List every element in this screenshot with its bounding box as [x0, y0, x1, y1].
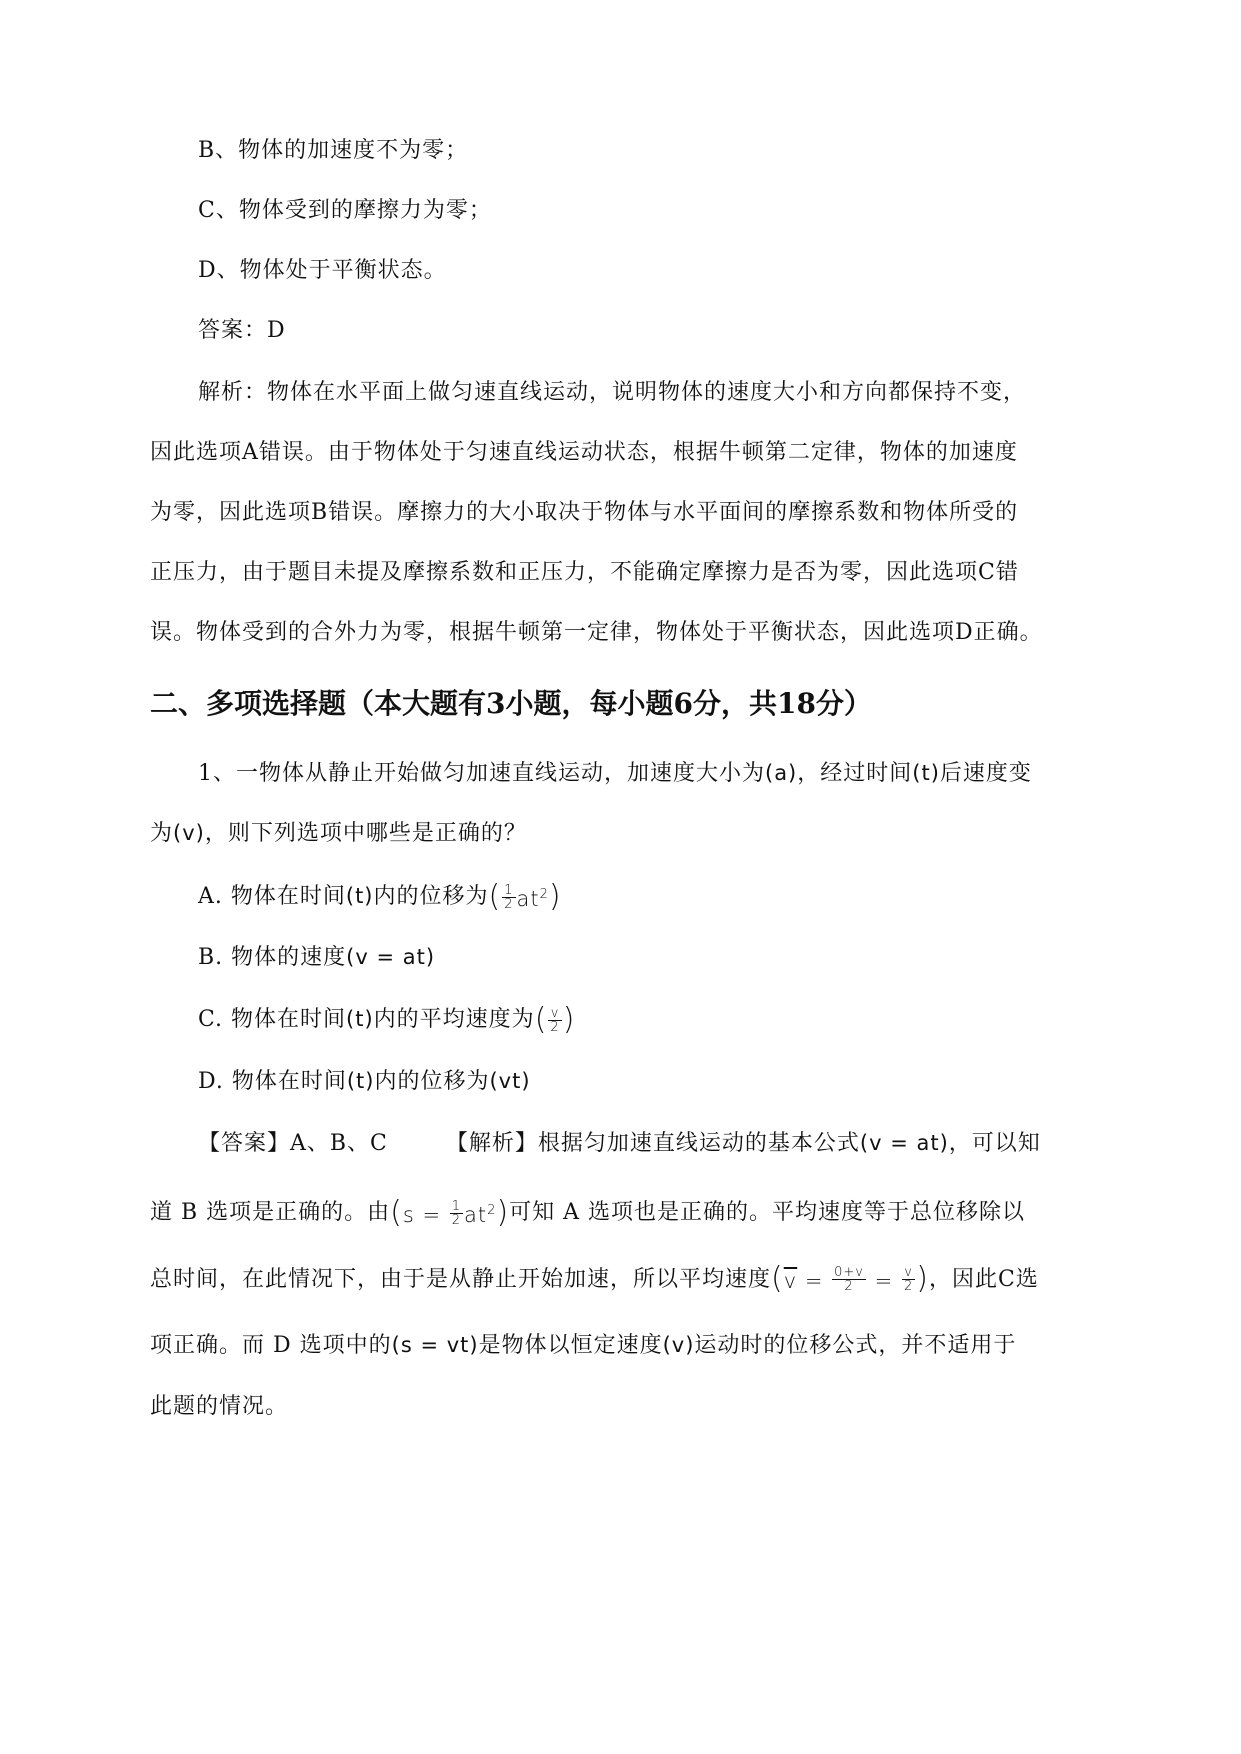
section-title: 二、多项选择题（本大题有3小题，每小题6分，共18分） — [150, 687, 872, 720]
analysis-text: ，因此C选 — [928, 1267, 1039, 1292]
question-1-analysis-line-2 — [150, 1196, 1025, 1230]
formula-s-half-at-squared: (s = $\frac{1}{2}$ $at^2$) — [390, 1195, 510, 1230]
var-t: (t) — [346, 1007, 374, 1031]
option-text: A. 物体在时间 — [198, 884, 346, 909]
formula-v-at: (v = at) — [859, 1131, 949, 1155]
analysis-text: 可知 A 选项也是正确的。平均速度等于总位移除以 — [509, 1200, 1026, 1225]
option-d: D、物体处于平衡状态。 — [198, 258, 447, 283]
analysis-text: 运动时的位移公式，并不适用于 — [694, 1333, 1017, 1358]
analysis-text: ，可以知 — [948, 1131, 1041, 1156]
option-text: C. 物体在时间 — [198, 1007, 347, 1032]
formula-half-at-squared: ( $\frac{1}{2}$ $at^2$) — [488, 879, 562, 914]
stem-text: ，经过时间 — [797, 761, 913, 786]
formula-v-over-2: ( $\frac{v}{2}$ ) — [534, 1002, 576, 1037]
option-text: B. 物体的速度 — [198, 945, 347, 970]
question-1-analysis-line-4 — [150, 1330, 1016, 1361]
analysis-line-1: 解析：物体在水平面上做匀速直线运动，说明物体的速度大小和方向都保持不变， — [198, 380, 1027, 405]
analysis-text: 项正确。而 D 选项中的 — [150, 1333, 392, 1358]
question-1-stem-line-2 — [150, 818, 527, 849]
analysis-text: 是物体以恒定速度 — [478, 1333, 663, 1358]
formula-s-vt: (s = vt) — [391, 1333, 479, 1357]
analysis-line-5: 误。物体受到的合外力为零，根据牛顿第一定律，物体处于平衡状态，因此选项D正确。 — [150, 620, 1043, 645]
analysis-line-4: 正压力，由于题目未提及摩擦系数和正压力，不能确定摩擦力是否为零，因此选项C错 — [150, 560, 1019, 585]
question-1-option-a — [198, 880, 562, 914]
option-text: 内的位移为 — [374, 1069, 490, 1094]
analysis-label: 【解析】 — [445, 1131, 538, 1156]
question-1-option-d — [198, 1066, 531, 1097]
var-t: (t) — [912, 761, 940, 785]
var-v: (v) — [173, 821, 205, 845]
option-c: C、物体受到的摩擦力为零； — [198, 198, 492, 223]
option-text: 内的平均速度为 — [373, 1007, 535, 1032]
option-text: 内的位移为 — [373, 884, 489, 909]
var-a: (a) — [765, 761, 798, 785]
formula-v-at: (v = at) — [346, 945, 436, 969]
question-1-analysis-line-1 — [198, 1128, 1041, 1159]
answer: 答案：D — [198, 318, 286, 343]
var-v: (v) — [662, 1333, 695, 1357]
stem-text: 为 — [150, 821, 174, 846]
stem-text: 后速度变 — [939, 761, 1032, 786]
stem-text: ，则下列选项中哪些是正确的？ — [204, 821, 527, 846]
analysis-text: 根据匀加速直线运动的基本公式 — [537, 1131, 860, 1156]
question-1-option-c — [198, 1004, 575, 1035]
formula-average-velocity: ($\overline{v}$ = $\frac{0+v}{2}$ = $\frac{v}{2}$ ) — [771, 1261, 929, 1296]
answer-label: 【答案】A、B、C — [198, 1131, 388, 1156]
question-1-stem-line-1 — [198, 758, 1032, 789]
question-1-analysis-line-5: 此题的情况。 — [150, 1394, 289, 1419]
formula-vt: (vt) — [489, 1069, 531, 1093]
var-t: (t) — [346, 1069, 375, 1093]
var-t: (t) — [345, 884, 374, 908]
analysis-line-3: 为零，因此选项B错误。摩擦力的大小取决于物体与水平面间的摩擦系数和物体所受的 — [150, 500, 1019, 525]
option-text: D. 物体在时间 — [198, 1069, 347, 1094]
analysis-text: 道 B 选项是正确的。由 — [150, 1200, 391, 1225]
analysis-text: 总时间，在此情况下，由于是从静止开始加速，所以平均速度 — [150, 1267, 772, 1292]
option-b: B、物体的加速度不为零； — [198, 138, 469, 163]
analysis-line-2: 因此选项A错误。由于物体处于匀速直线运动状态，根据牛顿第二定律，物体的加速度 — [150, 440, 1018, 465]
question-1-analysis-line-3 — [150, 1261, 1039, 1296]
question-1-option-b — [198, 942, 435, 973]
stem-text: 1、一物体从静止开始做匀加速直线运动，加速度大小为 — [198, 761, 765, 786]
